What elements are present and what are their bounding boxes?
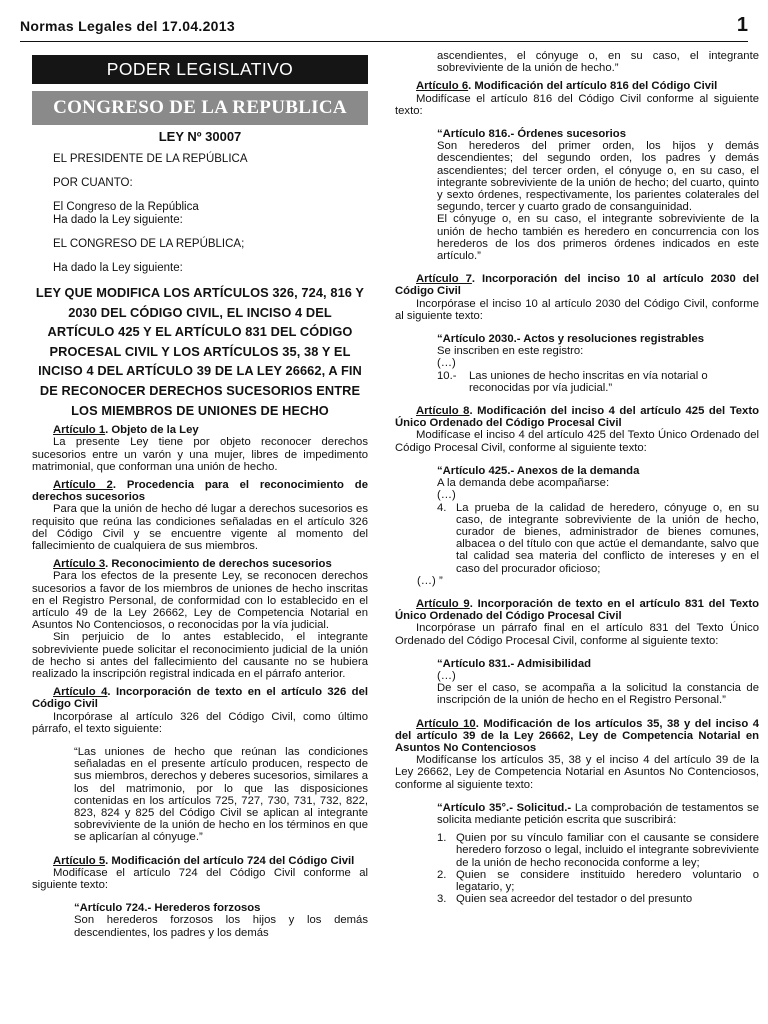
article-8-body: Modifícase el inciso 4 del artículo 425 del Texto Único Ordenado del Código Procesal Civil, conforme al siguiente texto: — [395, 429, 759, 454]
quote-heading: “Artículo 816.- Órdenes sucesorios — [437, 128, 626, 141]
page-number: 1 — [736, 14, 748, 36]
institution-banner: CONGRESO DE LA REPUBLICA — [32, 91, 368, 125]
intro-line: El Congreso de la República — [53, 201, 199, 213]
quote-body: Son herederos del primer orden, los hijos y demás descendientes; del segundo orden, los padres y demás ascendientes; del tercer orden, el cónyuge o, en su caso, el integrante sobreviviente de la unión de hecho; del cuarto, quinto y sexto órdenes, respectivamente, los parientes colaterales del segundo, tercer y cuarto grado de consanguinidad. — [437, 140, 759, 214]
article-7-quote — [395, 333, 759, 394]
quote-heading: “Artículo 724.- Herederos forzosos — [74, 902, 261, 915]
article-5-heading: Artículo 5. Modificación del artículo 724 del Código Civil — [53, 854, 355, 867]
section-banner: PODER LEGISLATIVO — [32, 55, 368, 84]
article-1-heading: Artículo 1. Objeto de la Ley — [53, 424, 199, 437]
article-4-body: Incorpórase al artículo 326 del Código Civil, como último párrafo, el texto siguiente: — [32, 710, 368, 735]
quote-body: Son herederos forzosos los hijos y los demás descendientes, los padres y los demás — [74, 914, 368, 939]
article-6-heading: Artículo 6. Modificación del artículo 816 del Código Civil — [416, 80, 718, 93]
page-header — [20, 14, 748, 42]
article-10-heading: Artículo 10. Modificación de los artículos 35, 38 y del inciso 4 del artículo 39 de la Ley 26662, Ley de Competencia Notarial en Asuntos No Contenciosos — [395, 717, 759, 754]
law-intro — [32, 153, 368, 275]
article-8-quote — [395, 465, 759, 587]
intro-line: EL PRESIDENTE DE LA REPÚBLICA — [53, 153, 248, 165]
article-10-body: Modifícanse los artículos 35, 38 y el inciso 4 del artículo 39 de la Ley 26662, Ley de Competencia Notarial en Asuntos No Contenciosos, conforme al siguiente texto: — [395, 754, 759, 791]
quote-line: Se inscriben en este registro: — [437, 345, 584, 358]
article-9-body: Incorpórase un párrafo final en el artículo 831 del Texto Único Ordenado del Código Procesal Civil, conforme al siguiente texto: — [395, 622, 759, 647]
list-item: 4. La prueba de la calidad de heredero, cónyuge o, en su caso, de integrante sobreviviente de la unión de hecho, curador de bienes, administrador de bienes comunes, albacea o del título con que actúe el demandante, salvo que tal calidad sea materia del conflicto de intereses y en el caso del procurador oficioso; — [437, 501, 759, 575]
left-column — [32, 50, 368, 939]
article-9-quote — [395, 658, 759, 707]
article-5-quote — [32, 902, 368, 939]
article-3-body: Sin perjuicio de lo antes establecido, el integrante sobreviviente puede solicitar el reconocimiento judicial de la unión de hecho si antes del fallecimiento del causante no se hubiera realizado la inscripción registral indicada en el párrafo anterior. — [32, 631, 368, 681]
law-title: LEY QUE MODIFICA LOS ARTÍCULOS 326, 724, 816 Y 2030 DEL CÓDIGO CIVIL, EL INCISO 4 DEL ARTÍCULO 425 Y EL ARTÍCULO 831 DEL CÓDIGO PROCESAL CIVIL Y LOS ARTÍCULOS 35, 38 Y EL INCISO 4 DEL ARTÍCULO 39 DE LA LEY 26662, A FIN DE RECONOCER DERECHOS SUCESORIOS ENTRE LOS MIEMBROS DE UNIONES DE HECHO — [35, 285, 365, 418]
right-column — [395, 50, 759, 905]
article-5-quote-continuation: ascendientes, el cónyuge o, en su caso, el integrante sobreviviente de la unión de hecho.” — [437, 50, 759, 75]
law-number: LEY Nº 30007 — [158, 129, 242, 144]
article-1-body: La presente Ley tiene por objeto reconocer derechos sucesorios entre un varón y una mujer, libres de impedimento matrimonial, que conforman una unión de hecho. — [32, 436, 368, 473]
article-7-heading: Artículo 7. Incorporación del inciso 10 al artículo 2030 del Código Civil — [395, 273, 759, 298]
article-10-quote — [395, 802, 759, 906]
list-item: 2. Quien se considere instituido heredero voluntario o legatario, y; — [437, 868, 759, 893]
quote-heading: “Artículo 2030.- Actos y resoluciones registrables — [437, 333, 705, 346]
intro-line: EL CONGRESO DE LA REPÚBLICA; — [53, 238, 245, 250]
article-5-body: Modifícase el artículo 724 del Código Civil conforme al siguiente texto: — [32, 866, 368, 892]
article-3-body: Para los efectos de la presente Ley, se reconocen derechos sucesorios a favor de los miembros de uniones de hecho inscritas en el Registro Personal, de conformidad con lo establecido en el artículo 49 de la Ley 26662, Ley de Competencia Notarial en Asuntos No Contenciosos, o reconocidas por la vía judicial. — [32, 570, 368, 632]
quote-body: “Artículo 35°.- Solicitud.- La comprobación de testamentos se solicita mediante petición escrita que suscribirá: — [437, 801, 759, 826]
article-3-heading: Artículo 3. Reconocimiento de derechos sucesorios — [53, 558, 332, 571]
list-item: 10.- Las uniones de hecho inscritas en vía notarial o reconocidas por vía judicial.” — [437, 369, 708, 394]
article-7-body: Incorpórase el inciso 10 al artículo 2030 del Código Civil, conforme al siguiente texto: — [395, 297, 759, 322]
article-4-heading: Artículo 4. Incorporación de texto en el artículo 326 del Código Civil — [32, 686, 368, 711]
article-6-body: Modifícase el artículo 816 del Código Civil conforme al siguiente texto: — [395, 92, 759, 117]
article-2-body: Para que la unión de hecho dé lugar a derechos sucesorios es requisito que reúna las condiciones señaladas en el artículo 326 del Código Civil y se encuentre vigente al momento del fallecimiento de cualquiera de sus miembros. — [32, 503, 368, 552]
quote-body: De ser el caso, se acompaña a la solicitud la constancia de inscripción de la unión de hecho en el Registro Personal.” — [437, 682, 759, 707]
quote-line: (…) ” — [417, 574, 443, 587]
quote-line: (…) — [437, 489, 456, 502]
publication-title: Normas Legales del 17.04.2013 — [20, 18, 235, 34]
requirements-list — [437, 832, 759, 905]
quote-heading: “Artículo 425.- Anexos de la demanda — [437, 464, 640, 477]
header-rule — [20, 41, 748, 42]
article-9-heading: Artículo 9. Incorporación de texto en el artículo 831 del Texto Único Ordenado del Código Procesal Civil — [395, 597, 759, 623]
quote-line: A la demanda debe acompañarse: — [437, 477, 610, 490]
quote-heading: “Artículo 831.- Admisibilidad — [437, 657, 591, 670]
article-6-quote — [395, 128, 759, 262]
intro-line: Ha dado la Ley siguiente: — [53, 262, 183, 274]
quote-body: El cónyuge o, en su caso, el integrante sobreviviente de la unión de hecho también es heredero en concurrencia con los herederos de los dos primeros órdenes indicados en este artículo.” — [437, 213, 759, 263]
article-2-heading: Artículo 2. Procedencia para el reconocimiento de derechos sucesorios — [32, 478, 368, 504]
intro-line: POR CUANTO: — [53, 177, 133, 189]
quote-line: (…) — [437, 357, 456, 370]
intro-line: Ha dado la Ley siguiente: — [53, 214, 183, 226]
quote-line: (…) — [437, 669, 456, 682]
article-8-heading: Artículo 8. Modificación del inciso 4 del artículo 425 del Texto Único Ordenado del Código Procesal Civil — [395, 405, 759, 430]
list-item: 3. Quien sea acreedor del testador o del presunto — [437, 893, 693, 906]
article-4-quote: “Las uniones de hecho que reúnan las condiciones señaladas en el presente artículo producen, respecto de sus miembros, derechos y deberes sucesorios, similares a los del matrimonio, por lo que las disposiciones contenidas en los artículos 725, 727, 730, 731, 732, 822, 823, 824 y 825 del Código Civil se aplican al integrante sobreviviente de la unión de hecho en los términos en que se aplicarían al cónyuge.” — [74, 746, 368, 844]
list-item: 1. Quien por su vínculo familiar con el causante se considere heredero forzoso o legal, incluido el integrante sobreviviente de la unión de hecho reconocida conforme a ley; — [437, 832, 759, 869]
